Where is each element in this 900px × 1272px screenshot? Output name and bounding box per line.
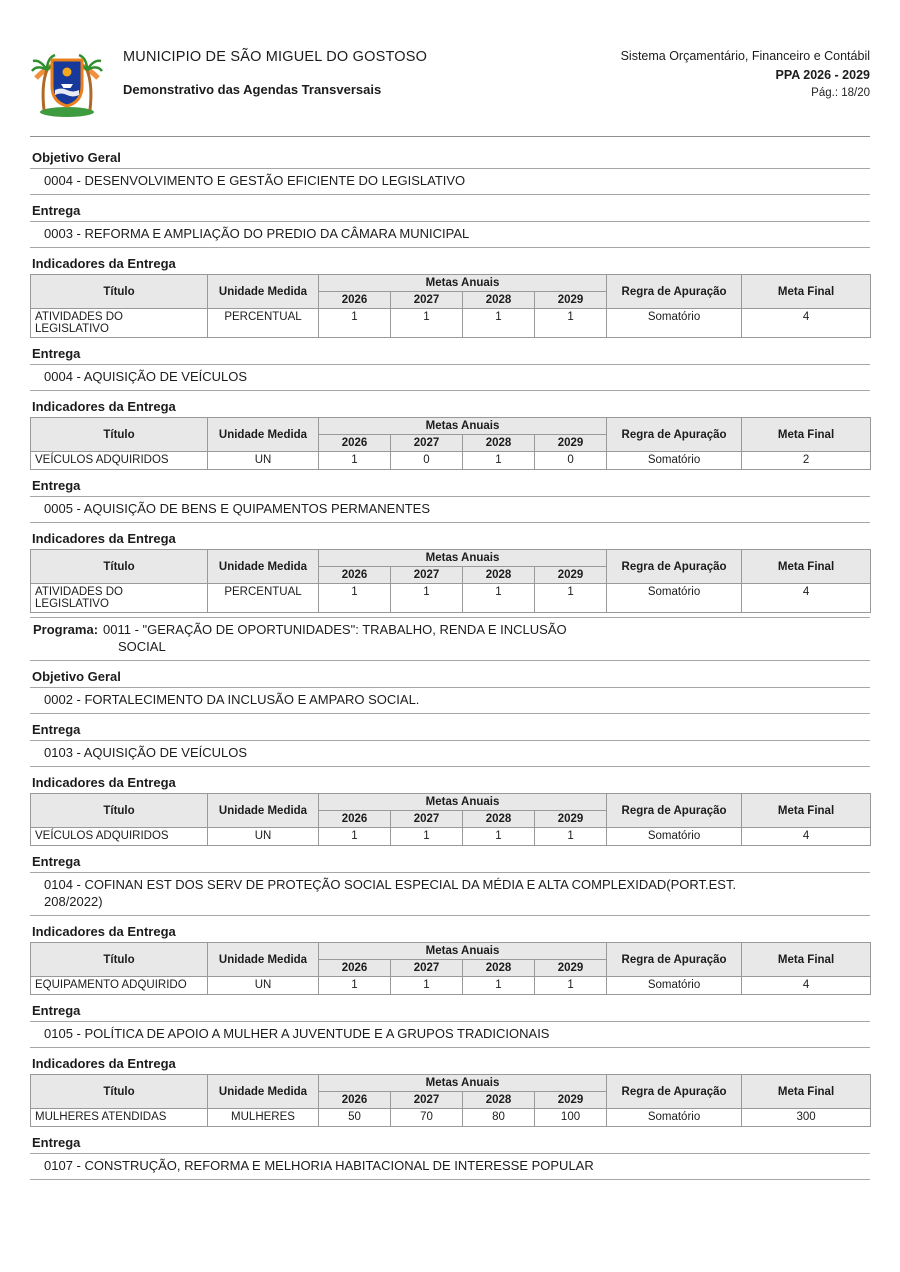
- indicator-title-cell: ATIVIDADES DO LEGISLATIVO: [31, 584, 208, 613]
- col-header-year-2029: 2029: [535, 1092, 607, 1109]
- municipality-name: MUNICIPIO DE SÃO MIGUEL DO GOSTOSO: [123, 49, 428, 65]
- indicator-goal-2026-cell: 50: [319, 1109, 391, 1127]
- indicators-table: [30, 793, 871, 846]
- col-header-year-2028: 2028: [463, 435, 535, 452]
- section-item: [30, 1021, 870, 1048]
- indicators-table-body: [31, 452, 871, 470]
- indicator-goal-2028-cell: 1: [463, 309, 535, 338]
- indicator-unit-cell: PERCENTUAL: [208, 309, 319, 338]
- section-item: [30, 740, 870, 767]
- section-item-text: 0005 - AQUISIÇÃO DE BENS E QUIPAMENTOS PERMANENTES: [44, 501, 431, 516]
- indicator-goal-2028-cell: 1: [463, 977, 535, 995]
- indicator-goal-2029-cell: 100: [535, 1109, 607, 1127]
- indicator-final-goal-cell: 300: [742, 1109, 871, 1127]
- indicator-title-cell: VEÍCULOS ADQUIRIDOS: [31, 452, 208, 470]
- col-header-metas-anuais: Metas Anuais: [319, 275, 607, 292]
- col-header-year-2027: 2027: [391, 435, 463, 452]
- section-heading: Indicadores da Entrega: [32, 775, 176, 790]
- report-header: [30, 40, 870, 123]
- col-header-year-2026: 2026: [319, 292, 391, 309]
- system-name: Sistema Orçamentário, Financeiro e Contábil: [620, 49, 870, 63]
- indicator-goal-2027-cell: 1: [391, 977, 463, 995]
- col-header-year-2027: 2027: [391, 292, 463, 309]
- col-header-metas-anuais: Metas Anuais: [319, 1075, 607, 1092]
- table-header-group-row: [31, 1075, 871, 1092]
- section-item-text: 0107 - CONSTRUÇÃO, REFORMA E MELHORIA HABITACIONAL DE INTERESSE POPULAR: [44, 1158, 594, 1173]
- indicator-row: [31, 452, 871, 470]
- indicator-goal-2029-cell: 1: [535, 584, 607, 613]
- section-heading: Indicadores da Entrega: [32, 531, 176, 546]
- col-header-year-2026: 2026: [319, 960, 391, 977]
- col-header-year-2026: 2026: [319, 435, 391, 452]
- header-titles: [108, 40, 621, 97]
- col-header-metas-anuais: Metas Anuais: [319, 794, 607, 811]
- col-header-year-2029: 2029: [535, 811, 607, 828]
- col-header-regra-apuracao: Regra de Apuração: [607, 794, 742, 828]
- indicator-row: [31, 828, 871, 846]
- section-item: [30, 364, 870, 391]
- section-heading: Indicadores da Entrega: [32, 256, 176, 271]
- section-item-text: 0004 - AQUISIÇÃO DE VEÍCULOS: [44, 369, 248, 384]
- indicators-table-head: [31, 550, 871, 584]
- indicator-goal-2029-cell: 0: [535, 452, 607, 470]
- indicators-table-body: [31, 1109, 871, 1127]
- document-body: [30, 150, 870, 1180]
- indicator-goal-2029-cell: 1: [535, 309, 607, 338]
- table-header-group-row: [31, 275, 871, 292]
- section-item-text: 0002 - FORTALECIMENTO DA INCLUSÃO E AMPARO SOCIAL.: [44, 692, 420, 707]
- col-header-metas-anuais: Metas Anuais: [319, 418, 607, 435]
- col-header-meta-final: Meta Final: [742, 275, 871, 309]
- col-header-meta-final: Meta Final: [742, 418, 871, 452]
- indicator-rule-cell: Somatório: [607, 584, 742, 613]
- municipal-coat-of-arms-icon: [30, 42, 104, 118]
- section-item-text: 0004 - DESENVOLVIMENTO E GESTÃO EFICIENTE DO LEGISLATIVO: [44, 173, 466, 188]
- col-header-titulo: Título: [31, 550, 208, 584]
- indicator-goal-2026-cell: 1: [319, 309, 391, 338]
- indicator-rule-cell: Somatório: [607, 1109, 742, 1127]
- indicator-goal-2027-cell: 70: [391, 1109, 463, 1127]
- indicators-table-body: [31, 828, 871, 846]
- section-item: [30, 872, 870, 916]
- indicators-table-body: [31, 977, 871, 995]
- section-heading: Indicadores da Entrega: [32, 399, 176, 414]
- col-header-regra-apuracao: Regra de Apuração: [607, 418, 742, 452]
- col-header-year-2027: 2027: [391, 567, 463, 584]
- indicator-goal-2026-cell: 1: [319, 452, 391, 470]
- table-header-group-row: [31, 550, 871, 567]
- section-item-text: 0103 - AQUISIÇÃO DE VEÍCULOS: [44, 745, 248, 760]
- col-header-year-2029: 2029: [535, 435, 607, 452]
- indicator-title-cell: MULHERES ATENDIDAS: [31, 1109, 208, 1127]
- indicator-title-cell: ATIVIDADES DO LEGISLATIVO: [31, 309, 208, 338]
- indicator-goal-2027-cell: 0: [391, 452, 463, 470]
- col-header-metas-anuais: Metas Anuais: [319, 550, 607, 567]
- col-header-titulo: Título: [31, 275, 208, 309]
- indicators-table: [30, 417, 871, 470]
- col-header-year-2026: 2026: [319, 811, 391, 828]
- col-header-year-2027: 2027: [391, 811, 463, 828]
- indicator-row: [31, 1109, 871, 1127]
- section-item-text: 0003 - REFORMA E AMPLIAÇÃO DO PREDIO DA CÂMARA MUNICIPAL: [44, 226, 470, 241]
- section-heading: Entrega: [32, 478, 81, 493]
- programa-label: Programa:: [33, 622, 99, 637]
- section-heading: Entrega: [32, 203, 81, 218]
- indicators-table-body: [31, 584, 871, 613]
- col-header-regra-apuracao: Regra de Apuração: [607, 275, 742, 309]
- programa-row: [30, 617, 870, 661]
- indicators-table-head: [31, 943, 871, 977]
- indicators-table: [30, 942, 871, 995]
- report-title: Demonstrativo das Agendas Transversais: [123, 82, 382, 97]
- col-header-meta-final: Meta Final: [742, 550, 871, 584]
- col-header-unidade-medida: Unidade Medida: [208, 794, 319, 828]
- indicator-goal-2027-cell: 1: [391, 309, 463, 338]
- section-heading: Entrega: [32, 722, 81, 737]
- section-item: [30, 221, 870, 248]
- section-heading: Objetivo Geral: [32, 669, 121, 684]
- indicator-unit-cell: UN: [208, 828, 319, 846]
- col-header-year-2027: 2027: [391, 1092, 463, 1109]
- indicators-table-head: [31, 1075, 871, 1109]
- col-header-regra-apuracao: Regra de Apuração: [607, 1075, 742, 1109]
- section-heading: Entrega: [32, 346, 81, 361]
- indicator-goal-2026-cell: 1: [319, 977, 391, 995]
- col-header-year-2028: 2028: [463, 292, 535, 309]
- indicators-table: [30, 549, 871, 613]
- col-header-regra-apuracao: Regra de Apuração: [607, 943, 742, 977]
- col-header-year-2028: 2028: [463, 1092, 535, 1109]
- col-header-metas-anuais: Metas Anuais: [319, 943, 607, 960]
- indicators-table: [30, 1074, 871, 1127]
- shield-icon: [52, 60, 82, 106]
- indicator-goal-2028-cell: 80: [463, 1109, 535, 1127]
- indicator-goal-2026-cell: 1: [319, 584, 391, 613]
- section-item: [30, 168, 870, 195]
- indicator-goal-2029-cell: 1: [535, 977, 607, 995]
- indicator-unit-cell: PERCENTUAL: [208, 584, 319, 613]
- col-header-year-2028: 2028: [463, 960, 535, 977]
- col-header-titulo: Título: [31, 418, 208, 452]
- col-header-year-2028: 2028: [463, 811, 535, 828]
- col-header-unidade-medida: Unidade Medida: [208, 1075, 319, 1109]
- indicator-goal-2027-cell: 1: [391, 584, 463, 613]
- indicator-final-goal-cell: 2: [742, 452, 871, 470]
- section-heading: Objetivo Geral: [32, 150, 121, 165]
- indicators-table-head: [31, 418, 871, 452]
- programa-text: 0011 - "GERAÇÃO DE OPORTUNIDADES": TRABALHO, RENDA E INCLUSÃO SOCIAL: [103, 622, 567, 654]
- section-item: [30, 687, 870, 714]
- section-heading: Entrega: [32, 854, 81, 869]
- indicators-table-body: [31, 309, 871, 338]
- col-header-titulo: Título: [31, 794, 208, 828]
- col-header-meta-final: Meta Final: [742, 1075, 871, 1109]
- indicator-unit-cell: UN: [208, 977, 319, 995]
- indicator-title-cell: EQUIPAMENTO ADQUIRIDO: [31, 977, 208, 995]
- col-header-titulo: Título: [31, 1075, 208, 1109]
- col-header-regra-apuracao: Regra de Apuração: [607, 550, 742, 584]
- indicator-row: [31, 977, 871, 995]
- indicator-row: [31, 309, 871, 338]
- indicator-unit-cell: UN: [208, 452, 319, 470]
- indicator-unit-cell: MULHERES: [208, 1109, 319, 1127]
- indicator-rule-cell: Somatório: [607, 977, 742, 995]
- col-header-year-2028: 2028: [463, 567, 535, 584]
- indicator-title-cell: VEÍCULOS ADQUIRIDOS: [31, 828, 208, 846]
- indicator-rule-cell: Somatório: [607, 309, 742, 338]
- indicator-goal-2026-cell: 1: [319, 828, 391, 846]
- section-item-text: 0105 - POLÍTICA DE APOIO A MULHER A JUVENTUDE E A GRUPOS TRADICIONAIS: [44, 1026, 550, 1041]
- section-heading: Indicadores da Entrega: [32, 924, 176, 939]
- indicator-rule-cell: Somatório: [607, 452, 742, 470]
- indicators-table: [30, 274, 871, 338]
- indicators-table-head: [31, 275, 871, 309]
- ppa-period: PPA 2026 - 2029: [775, 68, 870, 82]
- indicator-goal-2028-cell: 1: [463, 584, 535, 613]
- table-header-group-row: [31, 418, 871, 435]
- col-header-titulo: Título: [31, 943, 208, 977]
- indicator-goal-2029-cell: 1: [535, 828, 607, 846]
- col-header-year-2027: 2027: [391, 960, 463, 977]
- col-header-meta-final: Meta Final: [742, 943, 871, 977]
- header-meta: [621, 40, 870, 99]
- table-header-group-row: [31, 943, 871, 960]
- col-header-unidade-medida: Unidade Medida: [208, 275, 319, 309]
- section-heading: Entrega: [32, 1135, 81, 1150]
- indicator-final-goal-cell: 4: [742, 977, 871, 995]
- col-header-unidade-medida: Unidade Medida: [208, 418, 319, 452]
- col-header-meta-final: Meta Final: [742, 794, 871, 828]
- section-item: [30, 1153, 870, 1180]
- indicator-goal-2028-cell: 1: [463, 828, 535, 846]
- header-divider: [30, 136, 870, 137]
- section-heading: Indicadores da Entrega: [32, 1056, 176, 1071]
- table-header-group-row: [31, 794, 871, 811]
- indicator-final-goal-cell: 4: [742, 309, 871, 338]
- municipal-logo: [30, 40, 108, 123]
- col-header-unidade-medida: Unidade Medida: [208, 550, 319, 584]
- section-item-text: 0104 - COFINAN EST DOS SERV DE PROTEÇÃO SOCIAL ESPECIAL DA MÉDIA E ALTA COMPLEXIDAD(PORT.EST. 208/2022): [44, 877, 737, 909]
- page-indicator: Pág.: 18/20: [811, 87, 870, 99]
- indicator-final-goal-cell: 4: [742, 584, 871, 613]
- col-header-year-2029: 2029: [535, 567, 607, 584]
- indicator-final-goal-cell: 4: [742, 828, 871, 846]
- col-header-year-2026: 2026: [319, 567, 391, 584]
- col-header-unidade-medida: Unidade Medida: [208, 943, 319, 977]
- indicator-row: [31, 584, 871, 613]
- indicator-rule-cell: Somatório: [607, 828, 742, 846]
- indicator-goal-2027-cell: 1: [391, 828, 463, 846]
- section-item: [30, 496, 870, 523]
- col-header-year-2026: 2026: [319, 1092, 391, 1109]
- section-heading: Entrega: [32, 1003, 81, 1018]
- indicator-goal-2028-cell: 1: [463, 452, 535, 470]
- col-header-year-2029: 2029: [535, 960, 607, 977]
- indicators-table-head: [31, 794, 871, 828]
- col-header-year-2029: 2029: [535, 292, 607, 309]
